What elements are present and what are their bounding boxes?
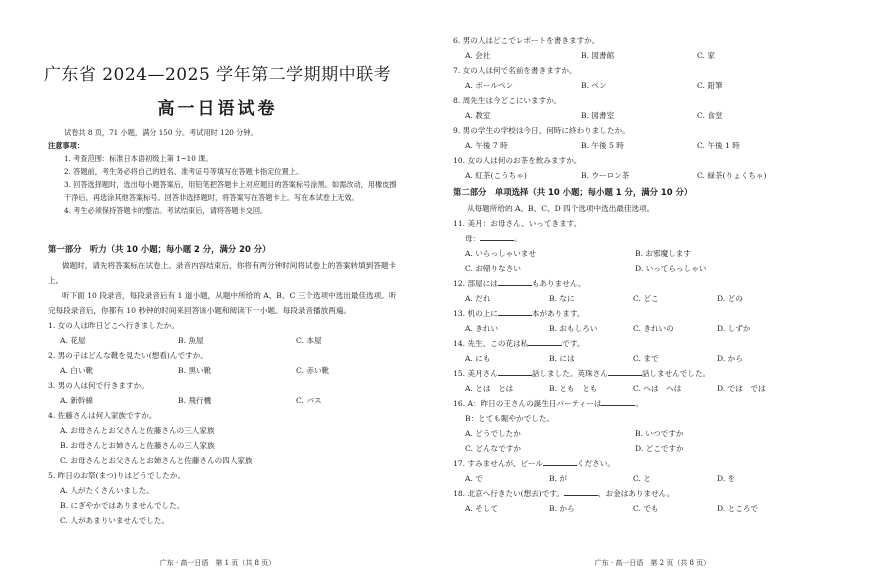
option[interactable]: A. 会社 bbox=[465, 51, 491, 60]
section-1-instruction: 听下面 10 段录音，每段录音后有 1 道小题，从题中所给的 A、B、C 三个选项中选出最佳选项。听完每段录音后，你都有 10 秒钟的时间来回答该小题和阅读下一小题。每段录音播放两遍。 bbox=[48, 291, 397, 315]
option[interactable]: C. お帰りなさい bbox=[465, 264, 521, 273]
answer-blank[interactable] bbox=[601, 397, 635, 406]
option[interactable]: C. まで bbox=[633, 354, 659, 363]
option[interactable]: C. へは へは bbox=[633, 384, 682, 393]
option[interactable]: B. 図書館 bbox=[581, 51, 615, 60]
option[interactable]: A. お母さんとお父さんと佐藤さんの三人家族 bbox=[60, 426, 215, 435]
question-16-line2: B：とても賑やかでした。 bbox=[465, 414, 555, 423]
option[interactable]: B. いつですか bbox=[635, 429, 684, 438]
answer-blank[interactable] bbox=[498, 367, 532, 376]
option[interactable]: A. 花屋 bbox=[60, 336, 86, 345]
q-text: もありません。 bbox=[531, 279, 586, 288]
option[interactable]: C. と bbox=[633, 474, 651, 483]
options-11 bbox=[453, 246, 853, 261]
option[interactable]: A. 午後 7 時 bbox=[465, 141, 508, 150]
option[interactable]: C. どんなですか bbox=[465, 444, 521, 453]
option[interactable]: C. 食堂 bbox=[697, 111, 723, 120]
question-10: 10. 女の人は何のお茶を飲みますか。 bbox=[453, 156, 582, 165]
q-text: 話しませんでした。 bbox=[641, 369, 711, 378]
answer-blank[interactable] bbox=[498, 277, 532, 286]
section-1-instruction: 做题时，请先将答案标在试卷上。录音内容结束后，你将有两分钟时间将试卷上的答案转填到答题卡上。 bbox=[48, 261, 397, 285]
options-1 bbox=[48, 333, 398, 348]
question-11-line2 bbox=[453, 231, 853, 246]
option[interactable]: C. どこ bbox=[633, 294, 659, 303]
option[interactable]: A. で bbox=[465, 474, 483, 483]
notice-item: 2. 答题前，考生务必将自己的姓名、准考证号等填写在答题卡指定位置上。 bbox=[64, 167, 304, 176]
option[interactable]: A. 白い靴 bbox=[60, 366, 94, 375]
option[interactable]: C. 家 bbox=[697, 51, 715, 60]
option[interactable]: A. ボールペン bbox=[465, 81, 514, 90]
listening-continued bbox=[453, 33, 853, 516]
option[interactable]: B. なに bbox=[549, 294, 575, 303]
option[interactable]: A. そして bbox=[465, 504, 499, 513]
q-text: 15. 美月さん bbox=[453, 369, 498, 378]
options-10 bbox=[453, 168, 853, 183]
options-2 bbox=[48, 363, 398, 378]
notice-heading: 注意事项： bbox=[48, 141, 84, 150]
question-11: 11. 美月：お母さん、いってきます。 bbox=[453, 219, 582, 228]
option[interactable]: B. 黒い靴 bbox=[178, 366, 212, 375]
option[interactable]: A. とは とは bbox=[465, 384, 514, 393]
q-text: 16. A：昨日の王さんの誕生日パーティーは bbox=[453, 399, 602, 408]
options-15 bbox=[453, 381, 853, 396]
options-9 bbox=[453, 138, 853, 153]
option[interactable]: D. では では bbox=[717, 384, 766, 393]
option[interactable]: C. 人があまりいませんでした。 bbox=[60, 516, 170, 525]
option[interactable]: B. お母さんとお姉さんと佐藤さんの三人家族 bbox=[60, 441, 215, 450]
question-14 bbox=[453, 336, 853, 351]
page-footer: 广东 · 高一日语 第 2 页（共 8 页） bbox=[594, 559, 711, 567]
options-3 bbox=[48, 393, 398, 408]
exam-title: 广东省 2024—2025 学年第二学期期中联考 bbox=[43, 65, 392, 85]
subject-title: 高一日语试卷 bbox=[157, 99, 278, 119]
section-2-instruction: 从每题所给的 A、B、C、D 四个选项中选出最佳选项。 bbox=[467, 204, 655, 213]
question-3: 3. 男の人は何で行きますか。 bbox=[48, 381, 149, 390]
answer-blank[interactable] bbox=[498, 307, 532, 316]
question-2: 2. 男の子はどんな靴を見たい(想看)んですか。 bbox=[48, 351, 208, 360]
q-text: 12. 部屋には bbox=[453, 279, 498, 288]
question-7: 7. 女の人は何で名前を書きますか。 bbox=[453, 66, 577, 75]
q-text: 。 bbox=[635, 399, 644, 408]
q-text: です。 bbox=[562, 339, 585, 348]
q-text: 14. 先生、この花は私 bbox=[453, 339, 529, 348]
option[interactable]: C. 緑茶(りょくちゃ) bbox=[697, 171, 767, 180]
option[interactable]: B. が bbox=[549, 474, 568, 483]
option[interactable]: C. 本屋 bbox=[296, 336, 322, 345]
option[interactable]: D. を bbox=[717, 474, 736, 483]
option[interactable]: B. には bbox=[549, 354, 575, 363]
q-text: 本があります。 bbox=[531, 309, 585, 318]
option[interactable]: A. 紅茶(こうちゃ) bbox=[465, 171, 527, 180]
options-6 bbox=[453, 48, 853, 63]
option[interactable]: A. 教室 bbox=[465, 111, 491, 120]
option[interactable]: A. きれい bbox=[465, 324, 499, 333]
answer-blank[interactable] bbox=[564, 487, 598, 496]
option[interactable]: B. とも とも bbox=[549, 384, 598, 393]
notice-item: 1. 考查范围：标准日本语初级上第 1~10 课。 bbox=[64, 154, 213, 163]
q-text: 話しました。英珠さん bbox=[531, 369, 608, 378]
option[interactable]: D. から bbox=[717, 354, 743, 363]
options-11b bbox=[453, 261, 853, 276]
q-text: 18. 北京へ行きたい(想去)です。 bbox=[453, 489, 564, 498]
option[interactable]: B. お邪魔します bbox=[635, 249, 691, 258]
option[interactable]: B. 飛行機 bbox=[178, 396, 212, 405]
answer-blank[interactable] bbox=[543, 457, 577, 466]
options-8 bbox=[453, 108, 853, 123]
answer-blank[interactable] bbox=[528, 337, 562, 346]
option[interactable]: A. どうでしたか bbox=[465, 429, 521, 438]
options-16b bbox=[453, 441, 853, 456]
question-4: 4. 佐藤さんは何人家族ですか。 bbox=[48, 411, 157, 420]
option[interactable]: D. どの bbox=[717, 294, 743, 303]
options-12 bbox=[453, 291, 853, 306]
q-text: 17. すみませんが、ビール bbox=[453, 459, 543, 468]
option[interactable]: D. どこですか bbox=[635, 444, 684, 453]
option[interactable]: B. ウーロン茶 bbox=[581, 171, 630, 180]
question-18 bbox=[453, 486, 853, 501]
option[interactable]: A. 新幹線 bbox=[60, 396, 94, 405]
question-16 bbox=[453, 396, 853, 411]
question-17 bbox=[453, 456, 853, 471]
options-14 bbox=[453, 351, 853, 366]
option[interactable]: B. おもしろい bbox=[549, 324, 598, 333]
page-footer: 广东 · 高一日语 第 1 页（共 8 页） bbox=[159, 559, 276, 567]
question-13 bbox=[453, 306, 853, 321]
section-1-title: 第一部分 听力（共 10 小题；每小题 2 分，满分 20 分） bbox=[48, 244, 271, 254]
exam-info: 试卷共 8 页，71 小题，满分 150 分。考试用时 120 分钟。 bbox=[64, 128, 258, 137]
option[interactable]: C. 赤い靴 bbox=[296, 366, 330, 375]
question-6: 6. 男の人はどこでレポートを書きますか。 bbox=[453, 36, 600, 45]
option[interactable]: A. だれ bbox=[465, 294, 491, 303]
option[interactable]: B. 魚屋 bbox=[178, 336, 204, 345]
q-text: 、お金はありません。 bbox=[597, 489, 675, 498]
question-5: 5. 昨日のお祭(まつ)りはどうでしたか。 bbox=[48, 471, 186, 480]
answer-blank[interactable] bbox=[480, 232, 514, 241]
notice-item: 4. 考生必须保持答题卡的整洁。考试结束后，请将答题卡交回。 bbox=[64, 206, 268, 215]
page-2 bbox=[435, 0, 870, 578]
option[interactable]: C. お母さんとお父さんとお姉さんと佐藤さんの四人家族 bbox=[60, 456, 253, 465]
notice-item: 3. 回答选择题时，选出每小题答案后，用铅笔把答题卡上对应题目的答案标号涂黑。如需改动，用橡皮擦干净后，再选涂其他答案标号。回答非选择题时，将答案写在答题卡上。写在本试卷上无效。 bbox=[64, 180, 397, 202]
options-18 bbox=[453, 501, 853, 516]
punct: 。 bbox=[514, 234, 522, 243]
option[interactable]: D. いってらっしゃい bbox=[635, 264, 707, 273]
question-9: 9. 男の学生の学校は今日、何時に終わりましたか。 bbox=[453, 126, 630, 135]
options-7 bbox=[453, 78, 853, 93]
q-text: 13. 机の上に bbox=[453, 309, 498, 318]
options-16 bbox=[453, 426, 853, 441]
q-text: ください。 bbox=[576, 459, 615, 468]
question-1: 1. 女の人は昨日どこへ行きましたか。 bbox=[48, 321, 179, 330]
option[interactable]: A. にも bbox=[465, 354, 491, 363]
question-8: 8. 周先生は今どこにいますか。 bbox=[453, 96, 562, 105]
option[interactable]: C. 午後 1 時 bbox=[697, 141, 740, 150]
option[interactable]: C. 鉛筆 bbox=[697, 81, 723, 90]
option[interactable]: B. 図書室 bbox=[581, 111, 615, 120]
exam-instructions bbox=[48, 126, 398, 217]
option[interactable]: D. しずか bbox=[717, 324, 751, 333]
option[interactable]: B. 午後 5 時 bbox=[581, 141, 624, 150]
option[interactable]: A. 人がたくさんいました。 bbox=[60, 486, 154, 495]
option[interactable]: C. きれいの bbox=[633, 324, 674, 333]
question-12 bbox=[453, 276, 853, 291]
option[interactable]: A. いらっしゃいませ bbox=[465, 249, 537, 258]
option[interactable]: B. から bbox=[549, 504, 575, 513]
option[interactable]: B. ペン bbox=[581, 81, 607, 90]
options-13 bbox=[453, 321, 853, 336]
question-15 bbox=[453, 366, 853, 381]
option[interactable]: D. ところで bbox=[717, 504, 758, 513]
options-17 bbox=[453, 471, 853, 486]
speaker: 母： bbox=[465, 234, 481, 243]
option[interactable]: C. でも bbox=[633, 504, 659, 513]
answer-blank[interactable] bbox=[608, 367, 642, 376]
section-1 bbox=[48, 240, 398, 528]
option[interactable]: C. バス bbox=[296, 396, 322, 405]
option[interactable]: B. にぎやかではありませんでした。 bbox=[60, 501, 185, 510]
section-2-title: 第二部分 单项选择（共 10 小题；每小题 1 分，满分 10 分） bbox=[453, 187, 693, 197]
